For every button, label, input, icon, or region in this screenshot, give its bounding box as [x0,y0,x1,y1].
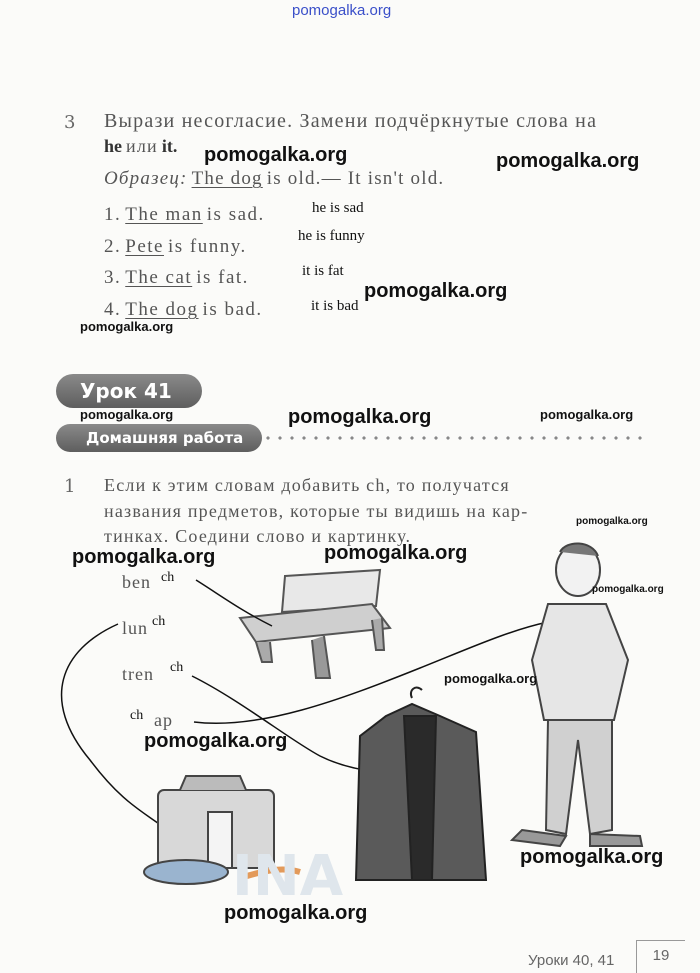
watermark: pomogalka.org [592,584,664,595]
item-subject: The cat [125,267,193,288]
site-header-link[interactable]: pomogalka.org [292,2,392,19]
exercise1-instruction-line2: названия предметов, которые ты видишь на кар- [104,501,529,521]
item-subject: The man [125,204,203,225]
item-rest: is funny. [167,236,247,257]
exercise1-instruction-line1: Если к этим словам добавить ch, то получатся [104,475,510,495]
word-or: или [126,136,158,156]
watermark: pomogalka.org [80,407,174,422]
added-ch-ben: ch [161,570,175,585]
exercise1-instruction-line3: тинках. Соедини слово и картинку. [104,526,412,546]
watermark: pomogalka.org [364,280,508,302]
item-number: 2. [104,236,122,257]
watermark: pomogalka.org [576,516,648,527]
watermark: pomogalka.org [288,406,432,428]
bench-illustration [240,570,390,678]
pronoun-he: he [104,136,122,156]
watermark: pomogalka.org [324,542,468,564]
word-ap: ap [154,710,173,730]
homework-label: Домашняя работа [86,429,244,447]
item-rest: is fat. [196,267,249,288]
footer-lessons: Уроки 40, 41 [528,952,615,969]
faded-banner-letters: INA [232,844,344,909]
word-tren: tren [122,664,154,684]
pronoun-it: it. [161,136,178,156]
exercise3-number: 3 [64,112,76,133]
exercise3-instruction-line1: Вырази несогласие. Замени подчёркнутые слова на [104,110,598,132]
watermark: pomogalka.org [72,546,216,568]
added-ch-ap: ch [130,708,144,723]
answer-1: he is sad [312,200,364,216]
word-lun: lun [122,618,149,638]
item-subject: The dog [125,299,199,320]
item-subject: Pete [125,236,164,257]
watermark: pomogalka.org [80,319,174,334]
page-number: 19 [636,940,685,973]
added-ch-lun: ch [152,614,166,629]
sample-subject: The dog [191,168,263,189]
sample-label: Образец: [104,168,188,189]
item-number: 1. [104,204,122,225]
watermark: pomogalka.org [224,902,368,924]
item-number: 3. [104,267,122,288]
watermark: pomogalka.org [204,144,348,166]
trench-coat-illustration [356,688,486,880]
item-number: 4. [104,299,122,320]
added-ch-tren: ch [170,660,184,675]
sample-rest: is old.— It isn't old. [266,168,445,189]
watermark: pomogalka.org [144,730,288,752]
item-rest: is sad. [206,204,265,225]
watermark: pomogalka.org [496,150,640,172]
item-rest: is bad. [202,299,263,320]
watermark: pomogalka.org [520,846,664,868]
answer-2: he is funny [298,228,365,244]
watermark: pomogalka.org [540,407,634,422]
exercise1-number: 1 [64,476,76,497]
answer-4: it is bad [311,298,359,314]
watermark: pomogalka.org [444,671,538,686]
answer-3: it is fat [302,263,344,279]
word-ben: ben [122,572,151,592]
lesson-title: Урок 41 [80,379,172,403]
